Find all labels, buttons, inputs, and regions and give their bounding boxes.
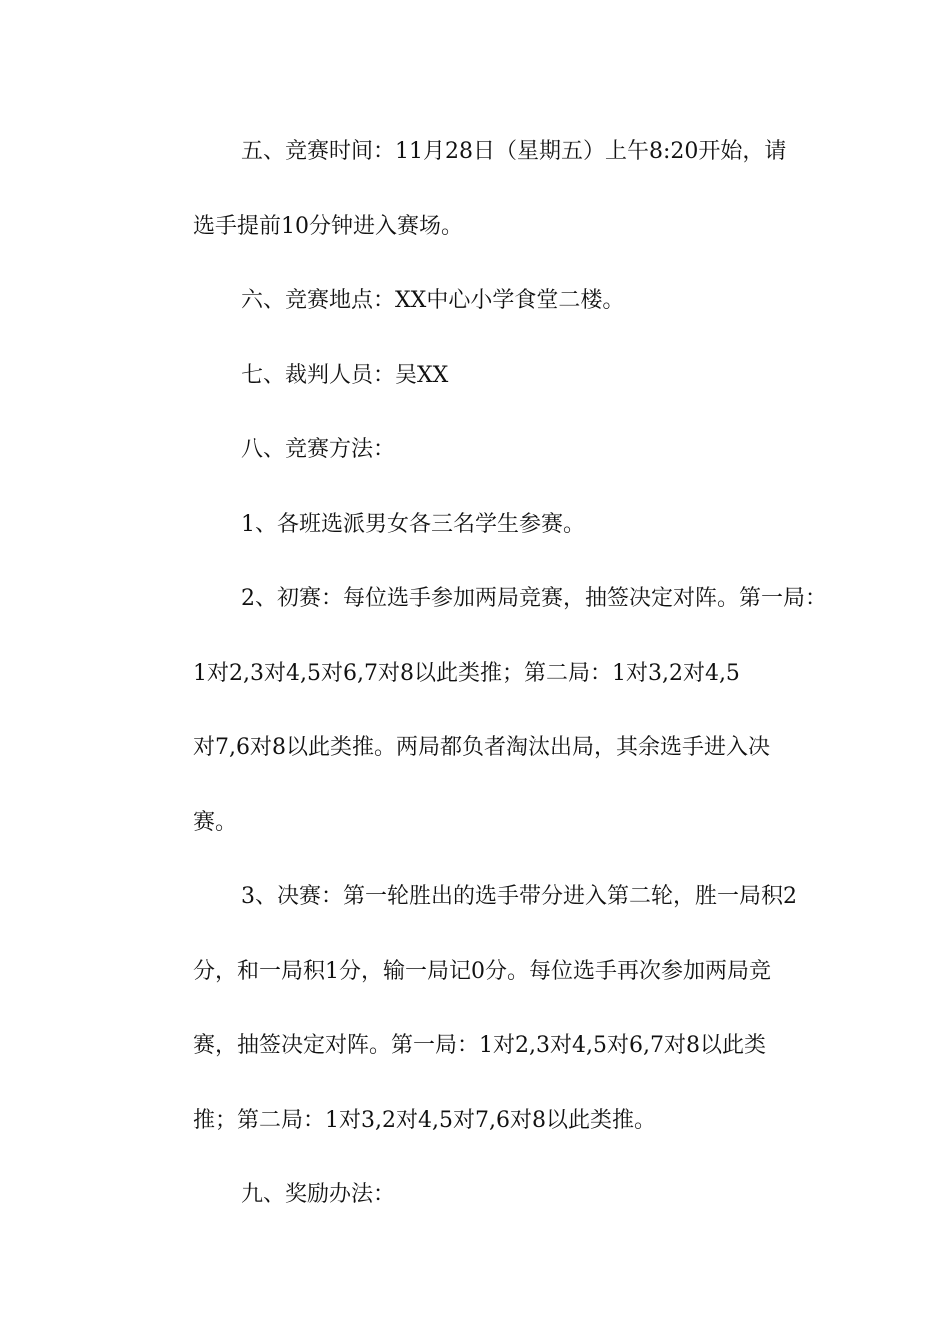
text-line: 八、竞赛方法： bbox=[241, 437, 396, 462]
text-line: 3、决赛：第一轮胜出的选手带分进入第二轮，胜一局积2 bbox=[241, 884, 797, 909]
paragraph-referee bbox=[145, 339, 810, 414]
text-line: 1、各班选派男女各三名学生参赛。 bbox=[241, 511, 585, 537]
text-line: 分，和一局积1分，输一局记0分。每位选手再次参加两局竞 bbox=[193, 958, 771, 984]
text-line: 赛。 bbox=[193, 809, 238, 835]
text-line: 对7,6对8以此类推。两局都负者淘汰出局，其余选手进入决 bbox=[193, 735, 770, 760]
text-line: 赛，抽签决定对阵。第一局：1对2,3对4,5对6,7对8以此类 bbox=[193, 1033, 766, 1058]
paragraph-competition-method-heading bbox=[145, 413, 810, 488]
text-line: 五、竞赛时间：11月28日（星期五）上午8:20开始，请 bbox=[241, 139, 787, 164]
text-line: 选手提前10分钟进入赛场。 bbox=[193, 213, 463, 239]
paragraph-method-item-1 bbox=[145, 488, 810, 563]
text-line: 七、裁判人员：吴XX bbox=[241, 362, 449, 388]
paragraph-method-item-2 bbox=[145, 562, 827, 860]
paragraph-competition-location bbox=[145, 264, 810, 339]
paragraph-award-method-heading bbox=[145, 1158, 810, 1233]
text-line: 九、奖励办法： bbox=[241, 1182, 396, 1207]
paragraph-method-item-3 bbox=[145, 860, 810, 1158]
text-line: 2、初赛：每位选手参加两局竞赛，抽签决定对阵。第一局： bbox=[241, 586, 827, 611]
document-page bbox=[145, 115, 827, 1233]
text-line: 六、竞赛地点：XX中心小学食堂二楼。 bbox=[241, 288, 625, 313]
text-line: 推；第二局：1对3,2对4,5对7,6对8以此类推。 bbox=[193, 1107, 656, 1133]
text-line: 1对2,3对4,5对6,7对8以此类推；第二局：1对3,2对4,5 bbox=[193, 660, 740, 686]
paragraph-competition-time bbox=[145, 115, 810, 264]
